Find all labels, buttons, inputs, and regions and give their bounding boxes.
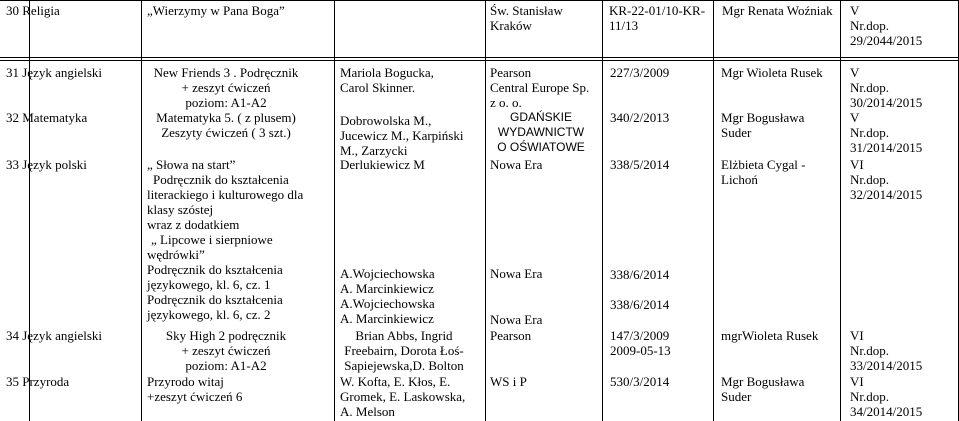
publisher-line: Pearson xyxy=(490,65,532,80)
publisher-line: GDAŃSKIE xyxy=(509,110,572,124)
author-line: Jucewicz M., Karpiński xyxy=(340,128,464,143)
title-line: „ Słowa na start” xyxy=(147,157,236,172)
row32-publisher xyxy=(487,110,595,155)
row33-approver xyxy=(721,157,805,187)
author-line: Brian Abbs, Ingrid xyxy=(355,328,453,343)
row31-program: 227/3/2009 xyxy=(610,65,670,80)
title-line: językowego, kl. 6, cz. 2 xyxy=(147,307,271,322)
approver-line: Mgr Bogusława xyxy=(721,374,805,389)
author-line: A.Wojciechowska xyxy=(340,296,435,311)
title-line: „ Lipcowe i sierpniowe xyxy=(151,232,273,247)
title-line: językowego, kl. 6, cz. 1 xyxy=(147,277,271,292)
row34-authors xyxy=(334,328,474,373)
row35-program: 530/3/2014 xyxy=(610,374,670,389)
row32-grade-dop xyxy=(850,110,922,155)
approver-line: Mgr Bogusława xyxy=(721,110,805,125)
title-line: klasy szóstej xyxy=(147,202,214,217)
row33-program1: 338/5/2014 xyxy=(610,157,670,172)
row33-publisher3: Nowa Era xyxy=(490,312,543,327)
row34-subject: 34 Język angielski xyxy=(6,328,103,343)
row-divider xyxy=(0,57,959,58)
publisher-line: O OŚWIATOWE xyxy=(497,140,585,154)
dop-line: Nr.dop. xyxy=(850,80,889,95)
row-divider xyxy=(0,60,959,61)
row30-program: KR-22-01/10-KR-11/13 xyxy=(609,3,706,33)
title-line: Podręcznik do kształcenia xyxy=(147,292,283,307)
row32-authors xyxy=(340,113,463,158)
row31-grade-dop xyxy=(850,65,922,110)
row30-title: „Wierzymy w Pana Boga” xyxy=(147,3,285,18)
row33-program2: 338/6/2014 xyxy=(610,267,670,282)
row31-publisher xyxy=(490,65,589,110)
title-line: + zeszyt ćwiczeń xyxy=(181,80,271,95)
title-line: Przyrodo witaj xyxy=(147,374,224,389)
title-line: wędrówki” xyxy=(147,247,205,262)
row32-grade: V xyxy=(850,110,860,125)
row33-title xyxy=(147,157,333,322)
column-divider xyxy=(29,0,30,421)
row33-authors2 xyxy=(340,266,435,326)
approver-line: Elżbieta Cygal - xyxy=(721,157,806,172)
author-line: Carol Skinner. xyxy=(340,80,416,95)
row33-publisher2: Nowa Era xyxy=(490,266,543,281)
row33-author1: Derlukiewicz M xyxy=(340,157,425,172)
author-line: A. Marcinkiewicz xyxy=(340,311,434,326)
row34-title xyxy=(141,328,311,373)
row31-title xyxy=(141,65,311,110)
dop-line: 34/2014/2015 xyxy=(850,404,923,419)
author-line: Freebairn, Dorota Łoś- xyxy=(344,343,464,358)
row33-grade: VI xyxy=(850,157,864,172)
author-line: Sapiejewska,D. Bolton xyxy=(344,358,464,373)
author-line: Gromek, E. Laskowska, xyxy=(340,389,466,404)
row31-authors xyxy=(340,65,434,95)
publisher-line: WYDAWNICTW xyxy=(497,125,585,139)
row33-grade-dop xyxy=(850,157,922,202)
row30-publisher: Św. Stanisław Kraków xyxy=(490,3,563,33)
dop-line: Nr.dop. xyxy=(850,389,889,404)
column-divider xyxy=(840,0,841,421)
title-line: + zeszyt ćwiczeń xyxy=(181,343,271,358)
row30-dop: Nr.dop. 29/2044/2015 xyxy=(850,18,923,48)
title-line: poziom: A1-A2 xyxy=(185,358,267,373)
title-line: wraz z dodatkiem xyxy=(147,217,240,232)
column-divider xyxy=(485,0,486,421)
row35-subject: 35 Przyroda xyxy=(6,374,70,389)
title-line: +zeszyt ćwiczeń 6 xyxy=(147,389,243,404)
program-line: 2009-05-13 xyxy=(610,343,671,358)
dop-line: 32/2014/2015 xyxy=(850,187,923,202)
title-line: Sky High 2 podręcznik xyxy=(165,328,287,343)
row33-program3: 338/6/2014 xyxy=(610,297,670,312)
dop-line: Nr.dop. xyxy=(850,172,889,187)
approver-line: Suder xyxy=(721,125,752,140)
title-line: New Friends 3 . Podręcznik xyxy=(153,65,299,80)
row30-approver: Mgr Renata Woźniak xyxy=(722,3,833,18)
row31-approver: Mgr Wioleta Rusek xyxy=(721,65,823,80)
title-line: literackiego i kulturowego dla xyxy=(147,187,304,202)
row30-grade: V xyxy=(850,3,860,18)
row35-approver xyxy=(721,374,804,404)
row31-grade: V xyxy=(850,65,860,80)
row34-publisher: Pearson xyxy=(490,328,532,343)
row33-subject: 33 Język polski xyxy=(6,157,87,172)
row35-publisher: WS i P xyxy=(490,374,527,389)
author-line: Mariola Bogucka, xyxy=(340,65,434,80)
row32-subject: 32 Matematyka xyxy=(6,110,88,125)
row34-grade-dop xyxy=(850,328,922,373)
dop-line: 33/2014/2015 xyxy=(850,358,923,373)
column-divider xyxy=(602,0,603,421)
dop-line: Nr.dop. xyxy=(850,343,889,358)
approver-line: Lichoń xyxy=(721,172,758,187)
row31-subject: 31 Język angielski xyxy=(6,65,103,80)
title-line: Matematyka 5. ( z plusem) xyxy=(156,110,296,125)
row32-title xyxy=(141,110,311,140)
row35-authors xyxy=(340,374,465,419)
row32-approver xyxy=(721,110,804,140)
publisher-line: z o. o. xyxy=(490,95,522,110)
dop-line: Nr.dop. xyxy=(850,125,889,140)
author-line: Dobrowolska M., xyxy=(340,113,432,128)
row34-grade: VI xyxy=(850,328,864,343)
program-line: 147/3/2009 xyxy=(610,328,670,343)
author-line: A. Melson xyxy=(340,404,395,419)
row35-grade: VI xyxy=(850,374,864,389)
row35-title xyxy=(147,374,242,404)
author-line: M., Zarzycki xyxy=(340,143,408,158)
author-line: A. Marcinkiewicz xyxy=(340,281,434,296)
author-line: W. Kofta, E. Kłos, E. xyxy=(340,374,451,389)
dop-line: 30/2014/2015 xyxy=(850,95,923,110)
row32-program: 340/2/2013 xyxy=(610,110,670,125)
author-line: A.Wojciechowska xyxy=(340,266,435,281)
row34-approver: mgrWioleta Rusek xyxy=(721,328,819,343)
row-divider xyxy=(0,0,959,1)
dop-line: 31/2014/2015 xyxy=(850,140,923,155)
row30-grade-dop xyxy=(850,3,950,48)
title-line: poziom: A1-A2 xyxy=(185,95,267,110)
approver-line: Suder xyxy=(721,389,752,404)
row33-publisher1: Nowa Era xyxy=(490,157,543,172)
title-line: Podręcznik do kształcenia xyxy=(153,172,289,187)
title-line: Podręcznik do kształcenia xyxy=(147,262,283,277)
publisher-line: Central Europe Sp. xyxy=(490,80,590,95)
title-line: Zeszyty ćwiczeń ( 3 szt.) xyxy=(161,125,291,140)
row34-program xyxy=(610,328,671,358)
column-divider xyxy=(713,0,714,421)
row35-grade-dop xyxy=(850,374,922,419)
row30-subject: 30 Religia xyxy=(6,3,60,18)
